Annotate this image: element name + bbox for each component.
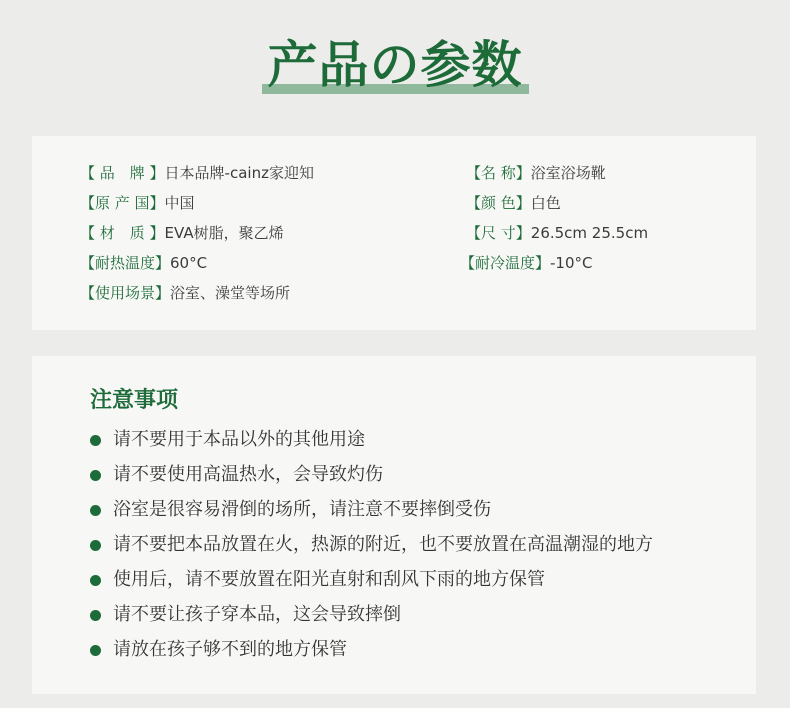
notice-text: 使用后，请不要放置在阳光直射和刮风下雨的地方保管 bbox=[113, 569, 545, 590]
notice-text: 请不要把本品放置在火，热源的附近，也不要放置在高温潮湿的地方 bbox=[113, 534, 653, 555]
spec-value: EVA树脂，聚乙烯 bbox=[164, 224, 284, 242]
bullet-dot-icon bbox=[90, 540, 101, 551]
spec-label: 【耐冷温度】 bbox=[460, 254, 551, 272]
spec-label: 【颜 色】 bbox=[466, 194, 531, 212]
notice-text: 请放在孩子够不到的地方保管 bbox=[113, 639, 347, 660]
spec-origin bbox=[80, 191, 195, 215]
spec-value: 浴室浴场靴 bbox=[530, 164, 606, 182]
bullet-dot-icon bbox=[90, 610, 101, 621]
spec-label: 【耐热温度】 bbox=[80, 254, 171, 272]
spec-material bbox=[80, 221, 284, 245]
bullet-dot-icon bbox=[90, 505, 101, 516]
spec-label: 【 材 质 】 bbox=[80, 224, 165, 242]
spec-name bbox=[466, 161, 606, 185]
notice-title: 注意事项 bbox=[90, 388, 179, 413]
spec-label: 【 品 牌 】 bbox=[80, 164, 165, 182]
spec-label: 【名 称】 bbox=[466, 164, 531, 182]
bullet-dot-icon bbox=[90, 435, 101, 446]
spec-value: 日本品牌-cainz家迎知 bbox=[164, 164, 314, 182]
spec-label: 【尺 寸】 bbox=[466, 224, 531, 242]
spec-value: 26.5cm 25.5cm bbox=[530, 224, 649, 242]
spec-value: 中国 bbox=[164, 194, 195, 212]
page-title-section bbox=[0, 36, 790, 98]
spec-size bbox=[466, 221, 648, 245]
page-title: 产品の参数 bbox=[267, 36, 523, 94]
spec-cold-resistance bbox=[460, 251, 593, 275]
spec-usage-scene bbox=[80, 281, 290, 305]
spec-value: -10°C bbox=[550, 254, 593, 272]
spec-value: 白色 bbox=[530, 194, 561, 212]
bullet-dot-icon bbox=[90, 470, 101, 481]
notice-text: 浴室是很容易滑倒的场所，请注意不要摔倒受伤 bbox=[113, 499, 491, 520]
bullet-dot-icon bbox=[90, 575, 101, 586]
spec-heat-resistance bbox=[80, 251, 207, 275]
notice-text: 请不要让孩子穿本品，这会导致摔倒 bbox=[113, 604, 401, 625]
notice-text: 请不要用于本品以外的其他用途 bbox=[113, 429, 365, 450]
bullet-dot-icon bbox=[90, 645, 101, 656]
spec-brand bbox=[80, 161, 314, 185]
notice-text: 请不要使用高温热水，会导致灼伤 bbox=[113, 464, 383, 485]
spec-label: 【使用场景】 bbox=[80, 284, 171, 302]
spec-card bbox=[32, 136, 756, 330]
spec-label: 【原 产 国】 bbox=[80, 194, 165, 212]
spec-color bbox=[466, 191, 561, 215]
notice-card bbox=[32, 356, 756, 694]
spec-value: 60°C bbox=[170, 254, 208, 272]
spec-value: 浴室、澡堂等场所 bbox=[170, 284, 291, 302]
